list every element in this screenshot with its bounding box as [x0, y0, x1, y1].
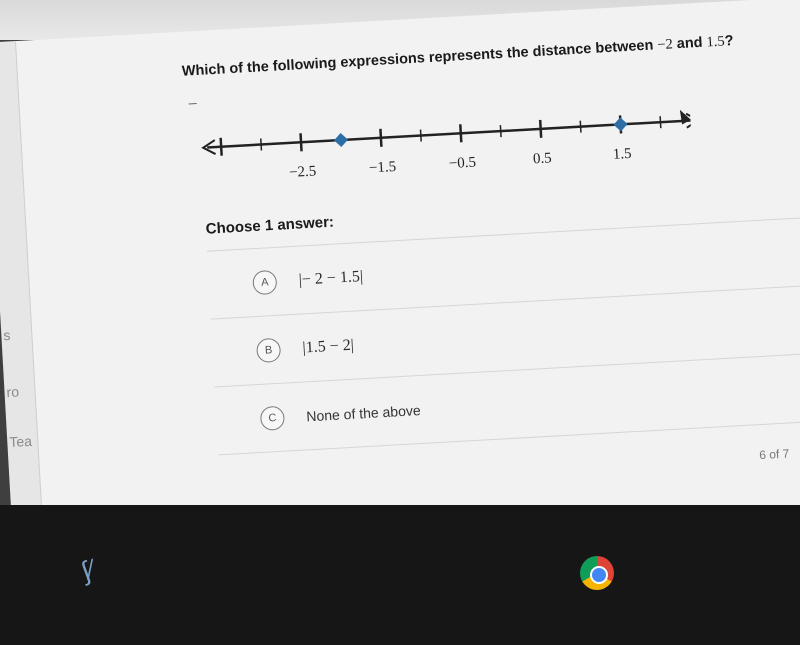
question-prefix: Which of the following expressions represents the distance between: [181, 37, 658, 80]
sidebar-text-fragment: s: [2, 326, 11, 344]
tick-mark: [500, 125, 501, 137]
tick-label: −1.5: [368, 159, 397, 177]
tick-mark: [301, 133, 302, 151]
question-text: [181, 30, 781, 80]
tick-mark: [261, 139, 262, 151]
question-value-a: −2: [656, 36, 674, 54]
choice-text-c: None of the above: [305, 402, 422, 425]
sidebar-text-fragment: ro: [6, 383, 20, 401]
number-line: [190, 99, 693, 187]
tick-mark: [660, 116, 661, 128]
question-value-b: 1.5: [706, 33, 726, 51]
progress-indicator: 6 of 7: [758, 446, 790, 463]
choice-letter-a: A: [252, 270, 277, 295]
tick-label: 0.5: [532, 150, 553, 168]
tick-mark: [460, 124, 461, 142]
laptop-bezel: [0, 505, 800, 645]
tick-label: 1.5: [612, 145, 633, 163]
choice-text-a: |− 2 − 1.5|: [298, 268, 364, 289]
exercise-page: [2, 0, 800, 560]
tick-label: −0.5: [448, 154, 477, 173]
number-line-point: [334, 133, 349, 148]
choice-letter-b: B: [256, 338, 281, 363]
question-suffix: ?: [724, 32, 734, 50]
tick-mark: [421, 130, 422, 142]
tick-label: −2.5: [288, 163, 317, 181]
dash-mark: [189, 103, 197, 104]
number-line-point: [613, 117, 628, 132]
sidebar-text-fragment: Tea: [8, 432, 33, 451]
choice-letter-c: C: [260, 406, 285, 431]
sidebar-fragment: [0, 41, 45, 562]
chrome-icon[interactable]: [580, 556, 614, 590]
choose-label: Choose 1 answer:: [205, 213, 335, 238]
tick-mark: [380, 129, 381, 147]
choice-text-b: |1.5 − 2|: [302, 336, 355, 357]
pen-scribble-icon: ∫⁄: [77, 553, 99, 587]
tick-mark: [580, 121, 581, 133]
tick-mark: [540, 120, 541, 138]
tick-mark: [221, 138, 222, 156]
question-mid: and: [672, 34, 708, 53]
